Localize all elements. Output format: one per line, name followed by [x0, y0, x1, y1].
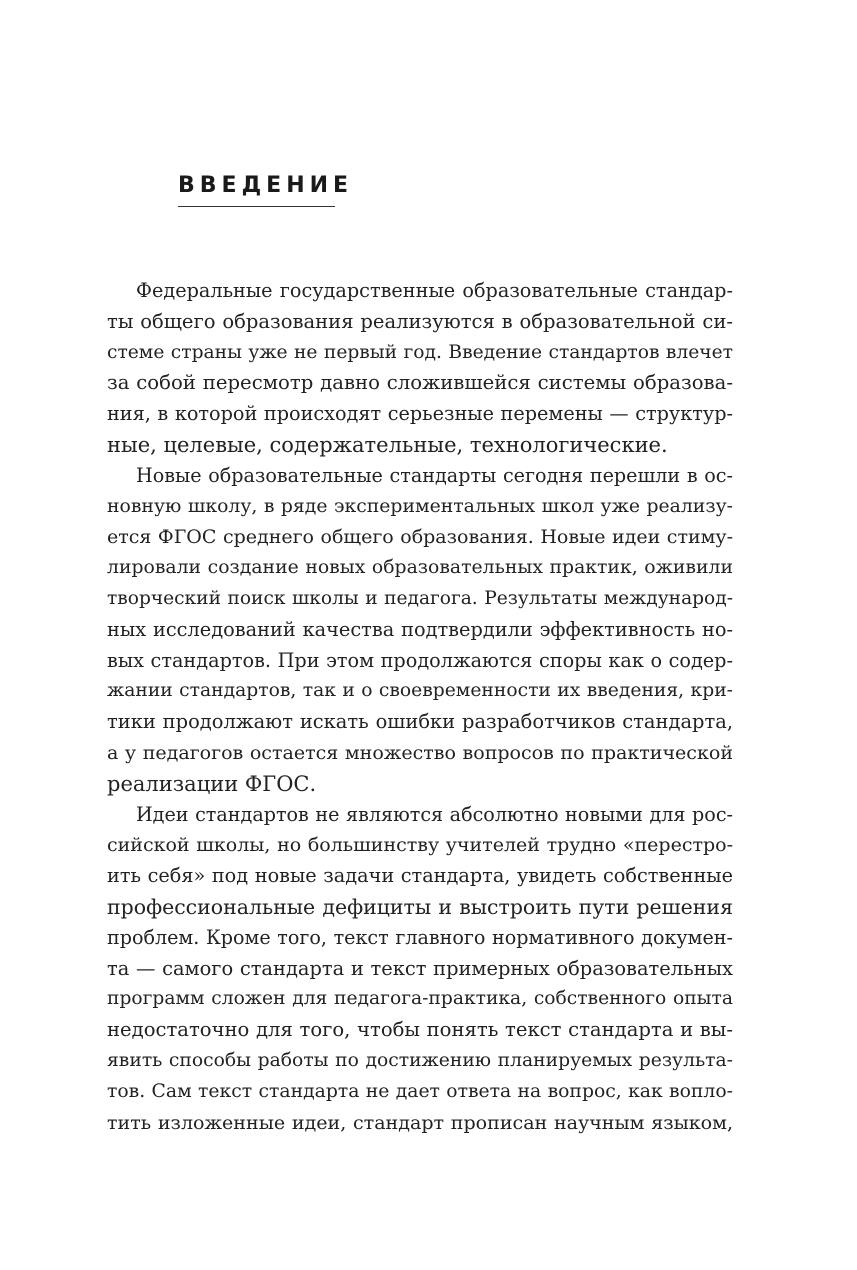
text-line: стеме страны уже не первый год. Введение стандартов влечет [107, 341, 733, 363]
text-line: ется ФГОС среднего общего образования. Новые идеи стиму- [107, 526, 733, 549]
body-text [107, 276, 733, 1138]
text-line: творческий поиск школы и педагога. Результаты международ- [107, 587, 733, 609]
text-line: ты общего образования реализуются в образовательной си- [107, 309, 733, 333]
text-line: явить способы работы по достижению планируемых результа- [107, 1049, 733, 1071]
text-line: новную школу, в ряде экспериментальных школ уже реализу- [107, 495, 733, 517]
section-heading: ВВЕДЕНИЕ [178, 173, 354, 198]
text-line: реализации ФГОС. [107, 771, 317, 796]
text-line: Федеральные государственные образовательные стандар- [136, 279, 733, 302]
text-line: Идеи стандартов не являются абсолютно новыми для рос- [136, 802, 733, 826]
text-line: проблем. Кроме того, текст главного нормативного докумен- [107, 925, 733, 949]
text-line: программ сложен для педагога-практика, собственного опыта [107, 988, 733, 1010]
text-line: жании стандартов, так и о своевременности их введения, кри- [107, 680, 733, 702]
text-line: Новые образовательные стандарты сегодня перешли в ос- [136, 463, 733, 487]
text-line: тики продолжают искать ошибки разработчиков стандарта, [107, 710, 733, 734]
text-line: тов. Сам текст стандарта не дает ответа на вопрос, как вопло- [107, 1080, 733, 1102]
text-line: сийской школы, но большинству учителей трудно «перестро- [107, 834, 733, 857]
heading-underline [178, 206, 335, 207]
text-line: недостаточно для того, чтобы понять текст стандарта и вы- [107, 1018, 733, 1042]
text-line: тить изложенные идеи, стандарт прописан научным языком, [107, 1111, 733, 1134]
text-line: ния, в которой происходят серьезные перемены — структур- [107, 402, 733, 426]
paragraph-2 [107, 461, 733, 800]
text-line: лировали создание новых образовательных практик, оживили [107, 557, 733, 579]
paragraph-1 [107, 276, 733, 461]
text-line: та — самого стандарта и текст примерных образовательных [107, 956, 733, 980]
text-line: профессиональные дефициты и выстроить пути решения [107, 894, 733, 919]
text-line: ных исследований качества подтвердили эффективность но- [107, 617, 733, 641]
text-line: а у педагогов остается множество вопросов по практической [107, 741, 733, 764]
text-line: ные, целевые, содержательные, технологические. [107, 432, 668, 457]
text-line: за собой пересмотр давно сложившейся системы образова- [107, 371, 733, 395]
text-line: ить себя» под новые задачи стандарта, увидеть собственные [107, 864, 733, 888]
paragraph-3 [107, 800, 733, 1139]
text-line: вых стандартов. При этом продолжаются споры как о содер- [107, 648, 733, 672]
